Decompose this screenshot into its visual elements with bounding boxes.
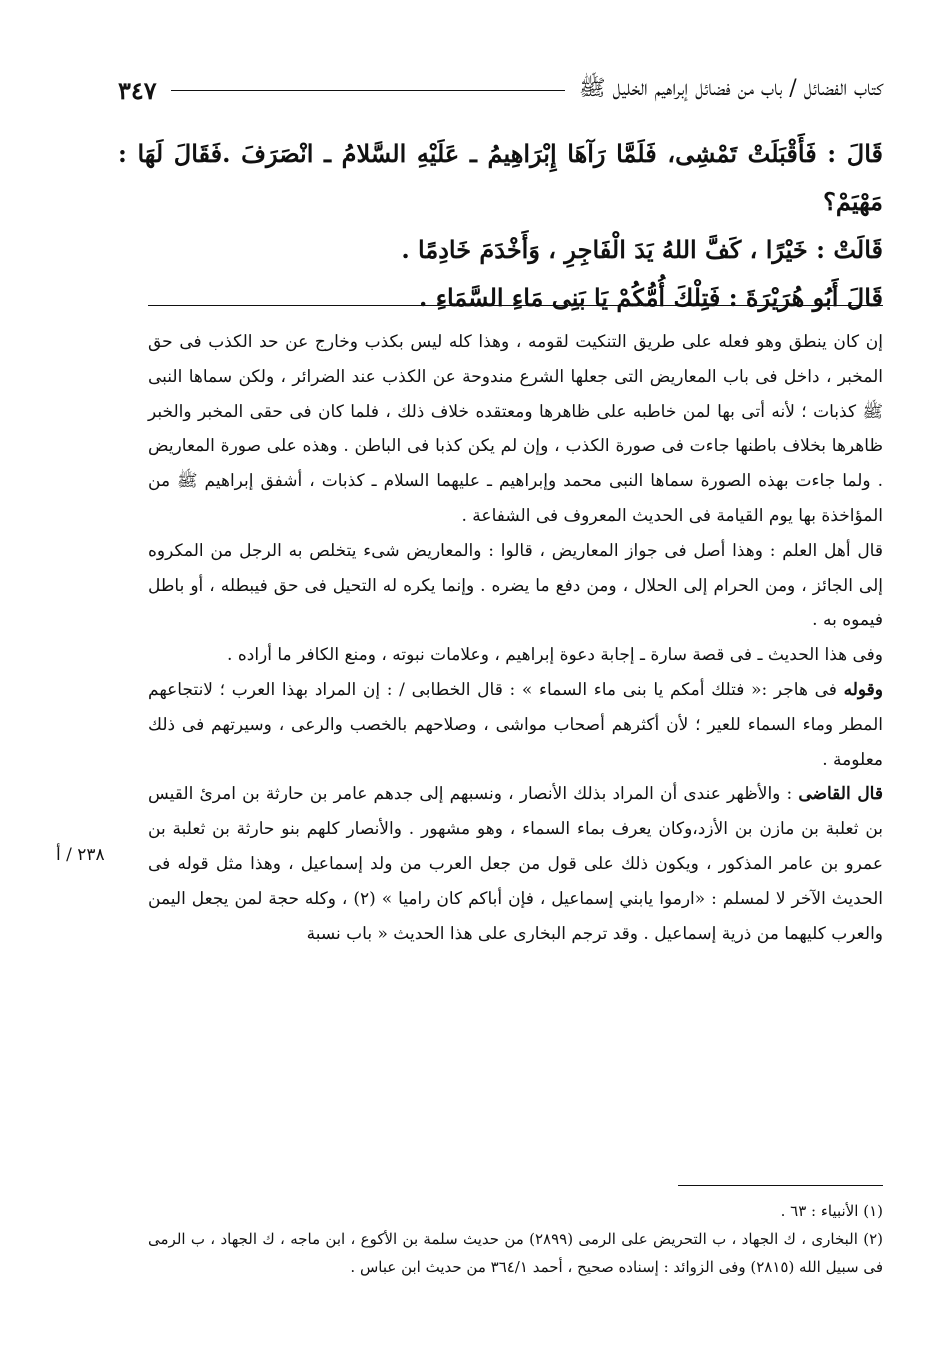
hadith-line: قَالَ : فَأَقْبَلَتْ تَمْشِى، فَلَمَّا رَآهَا إِبْرَاهِيمُ ـ عَلَيْهِ السَّلامُ ـ انْصَرَفَ .فَقَالَ لَهَا : مَهْيَمْ؟ bbox=[118, 139, 883, 216]
commentary-paragraph bbox=[148, 777, 883, 951]
section-divider bbox=[148, 305, 883, 306]
running-header bbox=[118, 70, 883, 110]
footnote-divider bbox=[678, 1185, 883, 1186]
page-number: ٣٤٧ bbox=[118, 75, 157, 105]
footnote: (٢) البخارى ، ك الجهاد ، ب التحريض على الرمى (٢٨٩٩) من حديث سلمة بن الأكوع ، ابن ماجه ، ك الجهاد ، ب الرمى فى سبيل الله (٢٨١٥) وفى الزوائد : إسناده صحيح ، أحمد ٣٦٤/١ من حديث ابن عباس . bbox=[148, 1230, 883, 1276]
hadith-line: قَالَ أَبُو هُرَيْرَةَ : فَتِلْكَ أُمُّكُمْ يَا بَنِى مَاءِ السَّمَاءِ . bbox=[418, 283, 883, 312]
hadith-text bbox=[118, 130, 883, 322]
commentary-paragraph: قال أهل العلم : وهذا أصل فى جواز المعاريض ، قالوا : والمعاريض شىء يتخلص به الرجل من المكروه إلى الجائز ، ومن الحرام إلى الحلال ، ومن دفع ما يضره . وإنما يكره له التحيل فى حق فيبطله ، أو باطل فيموه به . bbox=[148, 540, 883, 631]
paragraph-lead: وقوله bbox=[843, 679, 883, 700]
commentary-paragraph: إن كان ينطق وهو فعله على طريق التنكيت لقومه ، وهذا كله ليس بكذب وخارج عن حد الكذب فى حق المخبر ، داخل فى باب المعاريض التى جعلها الشرع مندوحة عن الكذب عند الضرائر ، ولكن سماها النبى ﷺ كذبات ؛ لأنه أتى بها لمن خاطبه على ظاهرها ومعتقده خلاف ذلك ، فلما كان فى حقى المخبر والخبر ظاهرها بخلاف باطنها جاءت فى صورة الكذب ، وإن لم يكن كذبا فى الباطن . وهذه على صورة المعاريض . ولما جاءت بهذه الصورة سماها النبى محمد وإبراهيم ـ عليهما السلام ـ كذبات ، أشفق إبراهيم ﷺ من المؤاخذة بها يوم القيامة فى الحديث المعروف فى الشفاعة . bbox=[148, 332, 883, 526]
paragraph-body: : والأظهر عندى أن المراد بذلك الأنصار ، ونسبهم إلى جدهم عامر بن حارثة بن امرئ القيس بن ثعلبة بن مازن بن الأزد،وكان يعرف بماء السماء ، وهو مشهور . والأنصار كلهم بنو حارثة بن ثعلبة بن عمرو بن عامر المذكور ، ويكون ذلك على قول من جعل العرب من ولد إسماعيل ، وهذا مثل قوله فى الحديث الآخر لا لمسلم : «ارموا يابني إسماعيل ، فإن أباكم كان راميا » (٢) ، وكله حجة لمن يجعل اليمن والعرب كليهما من ذرية إسماعيل . وقد ترجم البخارى على هذا الحديث « باب نسبة bbox=[148, 784, 883, 944]
commentary-paragraph bbox=[148, 673, 883, 777]
paragraph-body: فى هاجر :« فتلك أمكم يا بنى ماء السماء » : قال الخطابى / : إن المراد بهذا العرب ؛ لانتجاعهم المطر وماء السماء للعير ؛ لأن أكثرهم أصحاب مواشى ، وصلاحهم بالخصب والرعى ، وسيرتهم فى ذلك معلومة . bbox=[148, 679, 883, 770]
header-title: كتاب الفضائل / باب من فضائل إبراهيم الخليل ﷺ bbox=[579, 76, 883, 101]
header-rule bbox=[171, 90, 565, 91]
margin-manuscript-ref: ٢٣٨ / أ bbox=[56, 845, 105, 865]
commentary-text bbox=[148, 325, 883, 951]
footnote: (١) الأنبياء : ٦٣ . bbox=[780, 1202, 883, 1220]
footnotes bbox=[148, 1197, 883, 1281]
paragraph-lead: قال القاضى bbox=[798, 784, 883, 805]
commentary-paragraph: وفى هذا الحديث ـ فى قصة سارة ـ إجابة دعوة إبراهيم ، وعلامات نبوته ، ومنع الكافر ما أراده . bbox=[227, 645, 883, 666]
hadith-line: قَالَتْ : خَيْرًا ، كَفَّ اللهُ يَدَ الْفَاجِرِ ، وَأَخْدَمَ خَادِمًا . bbox=[401, 235, 883, 264]
